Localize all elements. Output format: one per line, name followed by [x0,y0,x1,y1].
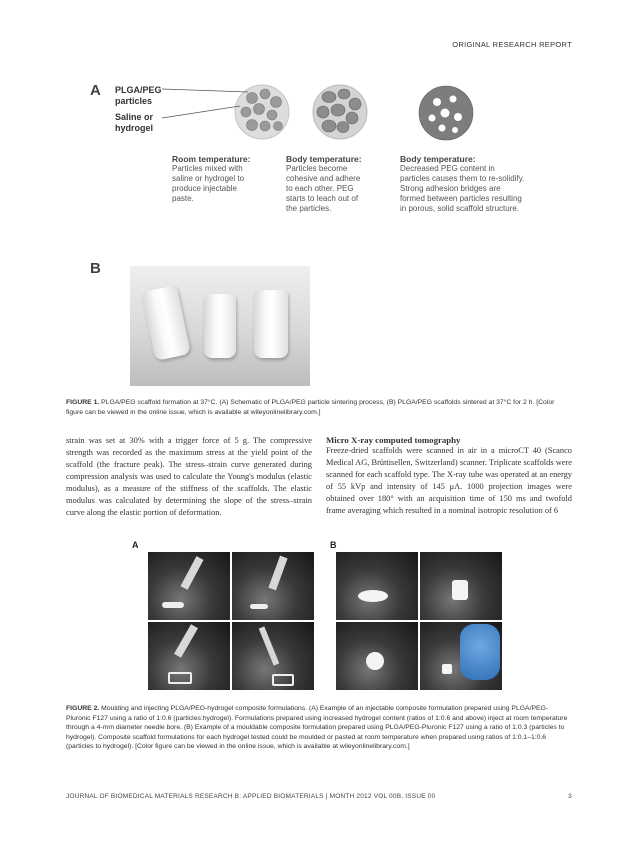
label-pointer-lines [160,84,250,134]
stage-body-temperature-1 [286,154,396,214]
stage-heading: Body temperature: [400,154,476,164]
running-header: ORIGINAL RESEARCH REPORT [452,40,572,49]
figure-1-panel-b-letter: B [90,260,101,277]
moulded-sphere [366,652,384,670]
footer-journal: JOURNAL OF BIOMEDICAL MATERIALS RESEARCH B: APPLIED BIOMATERIALS | MONTH 2012 VOL 00B, ISSUE 00 [66,793,436,800]
stage-line: cohesive and adhere [286,174,361,183]
extruded-paste [272,674,294,686]
syringe [259,626,280,665]
figure-1-caption [66,398,572,417]
label-saline-line-1: Saline or [115,112,154,122]
stage-line: Decreased PEG content in [400,164,495,173]
stage-line: to each other. PEG [286,184,354,193]
stage-line: formed between particles resulting [400,194,522,203]
figure-1-panel-a-letter: A [90,82,101,99]
moulding-photo [420,622,502,690]
cohesive-particles-schematic [310,82,370,142]
body-left-paragraph: strain was set at 30% with a trigger force of 5 g. The compressive strength was recorded as the maximum stress at the yield point of the scaffold (the fracture peak). The stress–strain curve generated during compression analysis was used to calculate the Young's modulus (elastic modulus), as a measure of the stiffness of the scaffolds. The elastic modulus was calculated by determining the slope of the stress–strain curve along the elastic portion of deformation. [66,436,312,517]
syringe [180,556,203,590]
scaffold-cylinder [254,290,288,358]
extruded-paste [162,602,184,608]
injection-photo [148,552,230,620]
figure-1 [60,70,580,390]
scaffold-cylinder [141,285,191,361]
stage-line: in porous, solid scaffold structure. [400,204,520,213]
figure-2-letter-a: A [132,540,139,550]
label-particles [115,85,162,107]
figure-2-caption-label: FIGURE 2. [66,705,100,712]
figure-2-caption-text: Moulding and injecting PLGA/PEG-hydrogel composite formulations. (A) Example of an injectable composite formulation prepared using PLGA/PEG-Pluronic F127 using a ratio of 1:0.6 (particles:hydrogel). Formulations prepared using increased hydrogel content (ratios of 1:0.6 and above) inject at room temperature through a 4-mm diameter needle bore. (B) Example of a mouldable composite formulation prepared using PLGA/PEG-Pluronic F127 using a ratio of 1:0.3 (particles to hydrogel). Composite scaffold formulations for each hydrogel tested could be moulded or pasted at room temperature when prepared using ratios of 1:0.1–1:0.6 (particles to hydrogel). [Color figure can be viewed in the online issue, which is available at wileyonlinelibrary.com.] [66,705,568,750]
stage-line: the particles. [286,204,332,213]
stage-body-temperature-2 [400,154,570,214]
body-right-paragraph: Freeze-dried scaffolds were scanned in air in a microCT 40 (Scanco Medical AG, Brüttisellen, Switzerland) scanner. Triplicate scaffolds were scanned for each scaffold type. The X-ray tube was operated at an energy of 55 kVp and intensity of 145 μA. 1000 projection images were obtained over 180° with an acquisition time of 150 ms and twofold frame averaging which resulted in a nominal isotropic resolution of 6 [326,446,572,515]
moulding-photo [336,552,418,620]
figure-2 [118,538,518,698]
syringe [174,624,198,657]
section-heading-microct: Micro X-ray computed tomography [326,435,461,445]
moulding-photo [336,622,418,690]
stage-line: Strong adhesion bridges are [400,184,501,193]
footer-page-number: 3 [568,793,572,800]
extruded-paste [250,604,268,609]
moulded-disc [358,590,388,602]
body-right-column [326,435,572,517]
stage-line: particles causes them to re-solidify. [400,174,525,183]
gloved-hand [460,624,500,680]
label-saline-line-2: hydrogel [115,123,154,133]
label-saline [115,112,153,134]
label-particles-line-1: PLGA/PEG [115,85,162,95]
injection-photo [232,552,314,620]
moulding-photo [420,552,502,620]
stage-line: produce injectable [172,184,237,193]
stage-heading: Body temperature: [286,154,362,164]
stage-line: Particles mixed with [172,164,243,173]
scaffold-cylinder [204,294,236,358]
scaffold-cylinders-photo [130,266,310,386]
stage-line: starts to leach out of [286,194,359,203]
stage-line: paste. [172,194,194,203]
figure-2-caption [66,704,572,752]
stage-heading: Room temperature: [172,154,251,164]
label-particles-line-2: particles [115,96,153,106]
moulded-piece [442,664,452,674]
injection-photo [232,622,314,690]
stage-line: saline or hydrogel to [172,174,245,183]
stage-room-temperature [172,154,282,204]
syringe [268,556,287,591]
stage-line: Particles become [286,164,348,173]
figure-1-caption-text: PLGA/PEG scaffold formation at 37°C. (A) Schematic of PLGA/PEG particle sintering process, (B) PLGA/PEG scaffolds sintered at 37°C for 2 h. [Color figure can be viewed in the online issue, which is available at wileyonlinelibrary.com.] [66,399,555,416]
porous-scaffold-schematic [415,82,477,144]
extruded-paste [168,672,192,684]
figure-1-caption-label: FIGURE 1. [66,399,100,406]
injection-photo [148,622,230,690]
moulded-cylinder [452,580,468,600]
figure-2-letter-b: B [330,540,337,550]
